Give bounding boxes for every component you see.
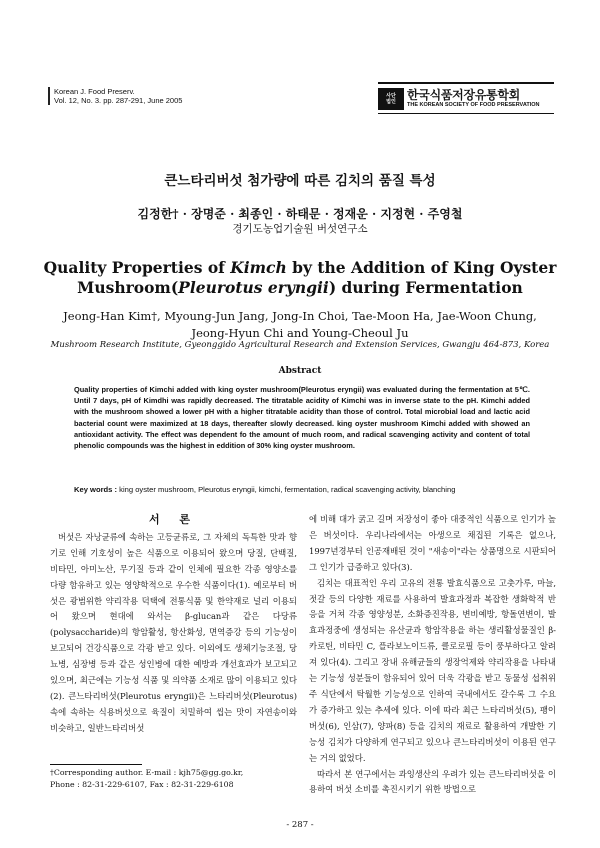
journal-name: Korean J. Food Preserv. <box>54 87 135 96</box>
title-part: by the Addition of King Oyster <box>286 258 557 277</box>
footnote-rule <box>50 764 142 765</box>
logo-rule-bottom <box>378 113 554 114</box>
keywords-text: king oyster mushroom, Pleurotus eryngii, kimchi, fermentation, radical scavenging activity, blanching <box>119 485 456 494</box>
keywords <box>74 485 534 495</box>
abstract-heading: Abstract <box>278 366 322 376</box>
korean-affiliation: 경기도농업기술원 버섯연구소 <box>232 223 368 235</box>
english-affiliation: Mushroom Research Institute, Gyeonggido Agricultural Research and Extension Services, Gwangju 464-873, Korea <box>50 340 550 350</box>
title-kimchi: Kimch <box>230 258 287 277</box>
intro-paragraph-continued: 에 비해 대가 굵고 길며 저장성이 좋아 대중적인 식품으로 인기가 높은 버섯이다. 우리나라에서는 아생으로 채집된 기록은 없으나, 1997년경부터 인공재배된 것이 "새송이"라는 상품명으로 시판되어 그 인기가 급증하고 있다(3). <box>309 514 556 572</box>
title-part: ) during Fermentation <box>328 278 523 297</box>
footnote-phone: Phone : 82-31-229-6107, Fax : 82-31-229-6108 <box>50 779 234 789</box>
section-heading-introduction: 서 론 <box>148 513 199 526</box>
emblem-text-top: 사단 <box>386 93 396 99</box>
society-logo <box>378 82 554 114</box>
society-name-korean: 한국식품저장유통학회 <box>407 88 520 102</box>
journal-citation <box>48 87 182 105</box>
english-authors <box>0 308 600 342</box>
keywords-label: Key words : <box>74 485 118 494</box>
authors-line-1: Jeong-Han Kim†, Myoung-Jun Jang, Jong-In Choi, Tae-Moon Ha, Jae-Woon Chung, <box>63 309 537 323</box>
page-number: - 287 - <box>286 820 314 830</box>
society-name-english: THE KOREAN SOCIETY OF FOOD PRESERVATION <box>407 102 540 108</box>
english-title <box>0 258 600 298</box>
logo-rule-top <box>378 82 554 84</box>
footnote <box>50 767 300 790</box>
korean-authors: 김정한† · 장명준 · 최종인 · 하태문 · 정재운 · 지정현 · 주영철 <box>137 207 463 221</box>
footnote-email: †Corresponding author. E-mail : kjh75@gg.go.kr, <box>50 768 244 777</box>
title-species: Pleurotus eryngii <box>178 278 329 297</box>
intro-paragraph-2: 김치는 대표적인 우리 고유의 전통 발효식품으로 고춧가루, 마늘, 젓갈 등의 다양한 재료를 사용하여 발효과정과 복잡한 생화학적 반응을 거쳐 각종 영양성분, 소화증진작용, 변비예방, 항돌연변이, 발효과정중에 생성되는 유산균과 항암작용을 하는 생리활성물질인 β-카로틴, 비타민 C, 플라보노이드류, 클로로필 등이 풍부하다고 알려져 있다(4). 그리고 장내 유해균들의 생장억제와 약리작용을 나타내는 기능성 성분들이 함유되어 있어 더욱 각광을 받고 동물성 섭취위주 식단에서 탁월한 기능성으로 인하여 국내에서도 갈수록 그 수요가 증가하고 있는 추세에 있다. 이에 따라 최근 느타리버섯(5), 팽이버섯(6), 인삼(7), 양파(8) 등을 김치의 재료로 활용하여 개발한 기능성 김치가 다양하게 연구되고 있으나 큰느타리버섯이 이용된 연구는 거의 없었다. <box>309 577 556 763</box>
society-emblem-icon <box>378 88 404 110</box>
abstract-text: Quality properties of Kimchi added with king oyster mushroom(Pleurotus eryngii) was evaluated during the fermentation at 5℃. Until 7 days, pH of Kimdhi was rapidly decreased. The titratable acidity of Kimchi was in inverse state to the pH. Kimchi added with the mushroom showed a lower pH with a higher titratable acidity than those of control. Total microbial load and lactic acid bacterial count were maximized at 18 days, thereafter slowly decreased. king oyster mushroom Kimchi added with showed an antioxidant activity. The effect was dependent fo the amount of much room, and radical scavenging activity and content of total phenolic compounds was the highest in eddition of 30% king oyster mushroom. <box>74 385 530 451</box>
title-part: Mushroom( <box>77 278 179 297</box>
body-column-right <box>309 512 556 798</box>
korean-title: 큰느타리버섯 첨가량에 따른 김치의 품질 특성 <box>164 173 436 189</box>
intro-paragraph-3: 따라서 본 연구에서는 과잉생산의 우려가 있는 큰느타리버섯을 이용하여 버섯 소비를 촉진시키기 위한 방법으로 <box>309 768 556 795</box>
body-column-left <box>50 512 297 737</box>
intro-paragraph-1: 버섯은 자낭균류에 속하는 고등균류로, 그 자체의 독특한 맛과 향기로 인해 기호성이 높은 식품으로 이용되어 왔으며 당질, 단백질, 비타민, 아미노산, 무기질 등과 같이 인체에 필요한 각종 영양소를 다량 함유하고 있는 영양학적으로 우수한 식품이다(1). 예로부터 버섯은 광범위한 약리작용 덕택에 전통식품 및 한약재로 널리 이용되어 왔으며 현대에 와서는 β-glucan과 같은 다당류(polysaccharide)의 항암활성, 항산화성, 면역증강 등의 기능성이 보고되어 건강식품으로 각광 받고 있다. 이외에도 생체기능조절, 당뇨병, 심장병 등과 같은 성인병에 대한 예방과 개선효과가 보고되고 있으며, 최근에는 기능성 식품 및 의약품 소재로 많이 이용되고 있다(2). 큰느타리버섯(Pleurotus eryngii)은 느타리버섯(Pleurotus)속에 속하는 식용버섯으로 육질이 치밀하여 씹는 맛이 자연송이와 비슷하고, 일반느타리버섯 <box>50 531 297 733</box>
title-part: Quality Properties of <box>43 258 231 277</box>
emblem-text-bottom: 법인 <box>386 99 396 105</box>
journal-volume: Vol. 12, No. 3. pp. 287-291, June 2005 <box>54 96 183 105</box>
authors-line-2: Jeong-Hyun Chi and Young-Cheoul Ju <box>191 326 409 340</box>
